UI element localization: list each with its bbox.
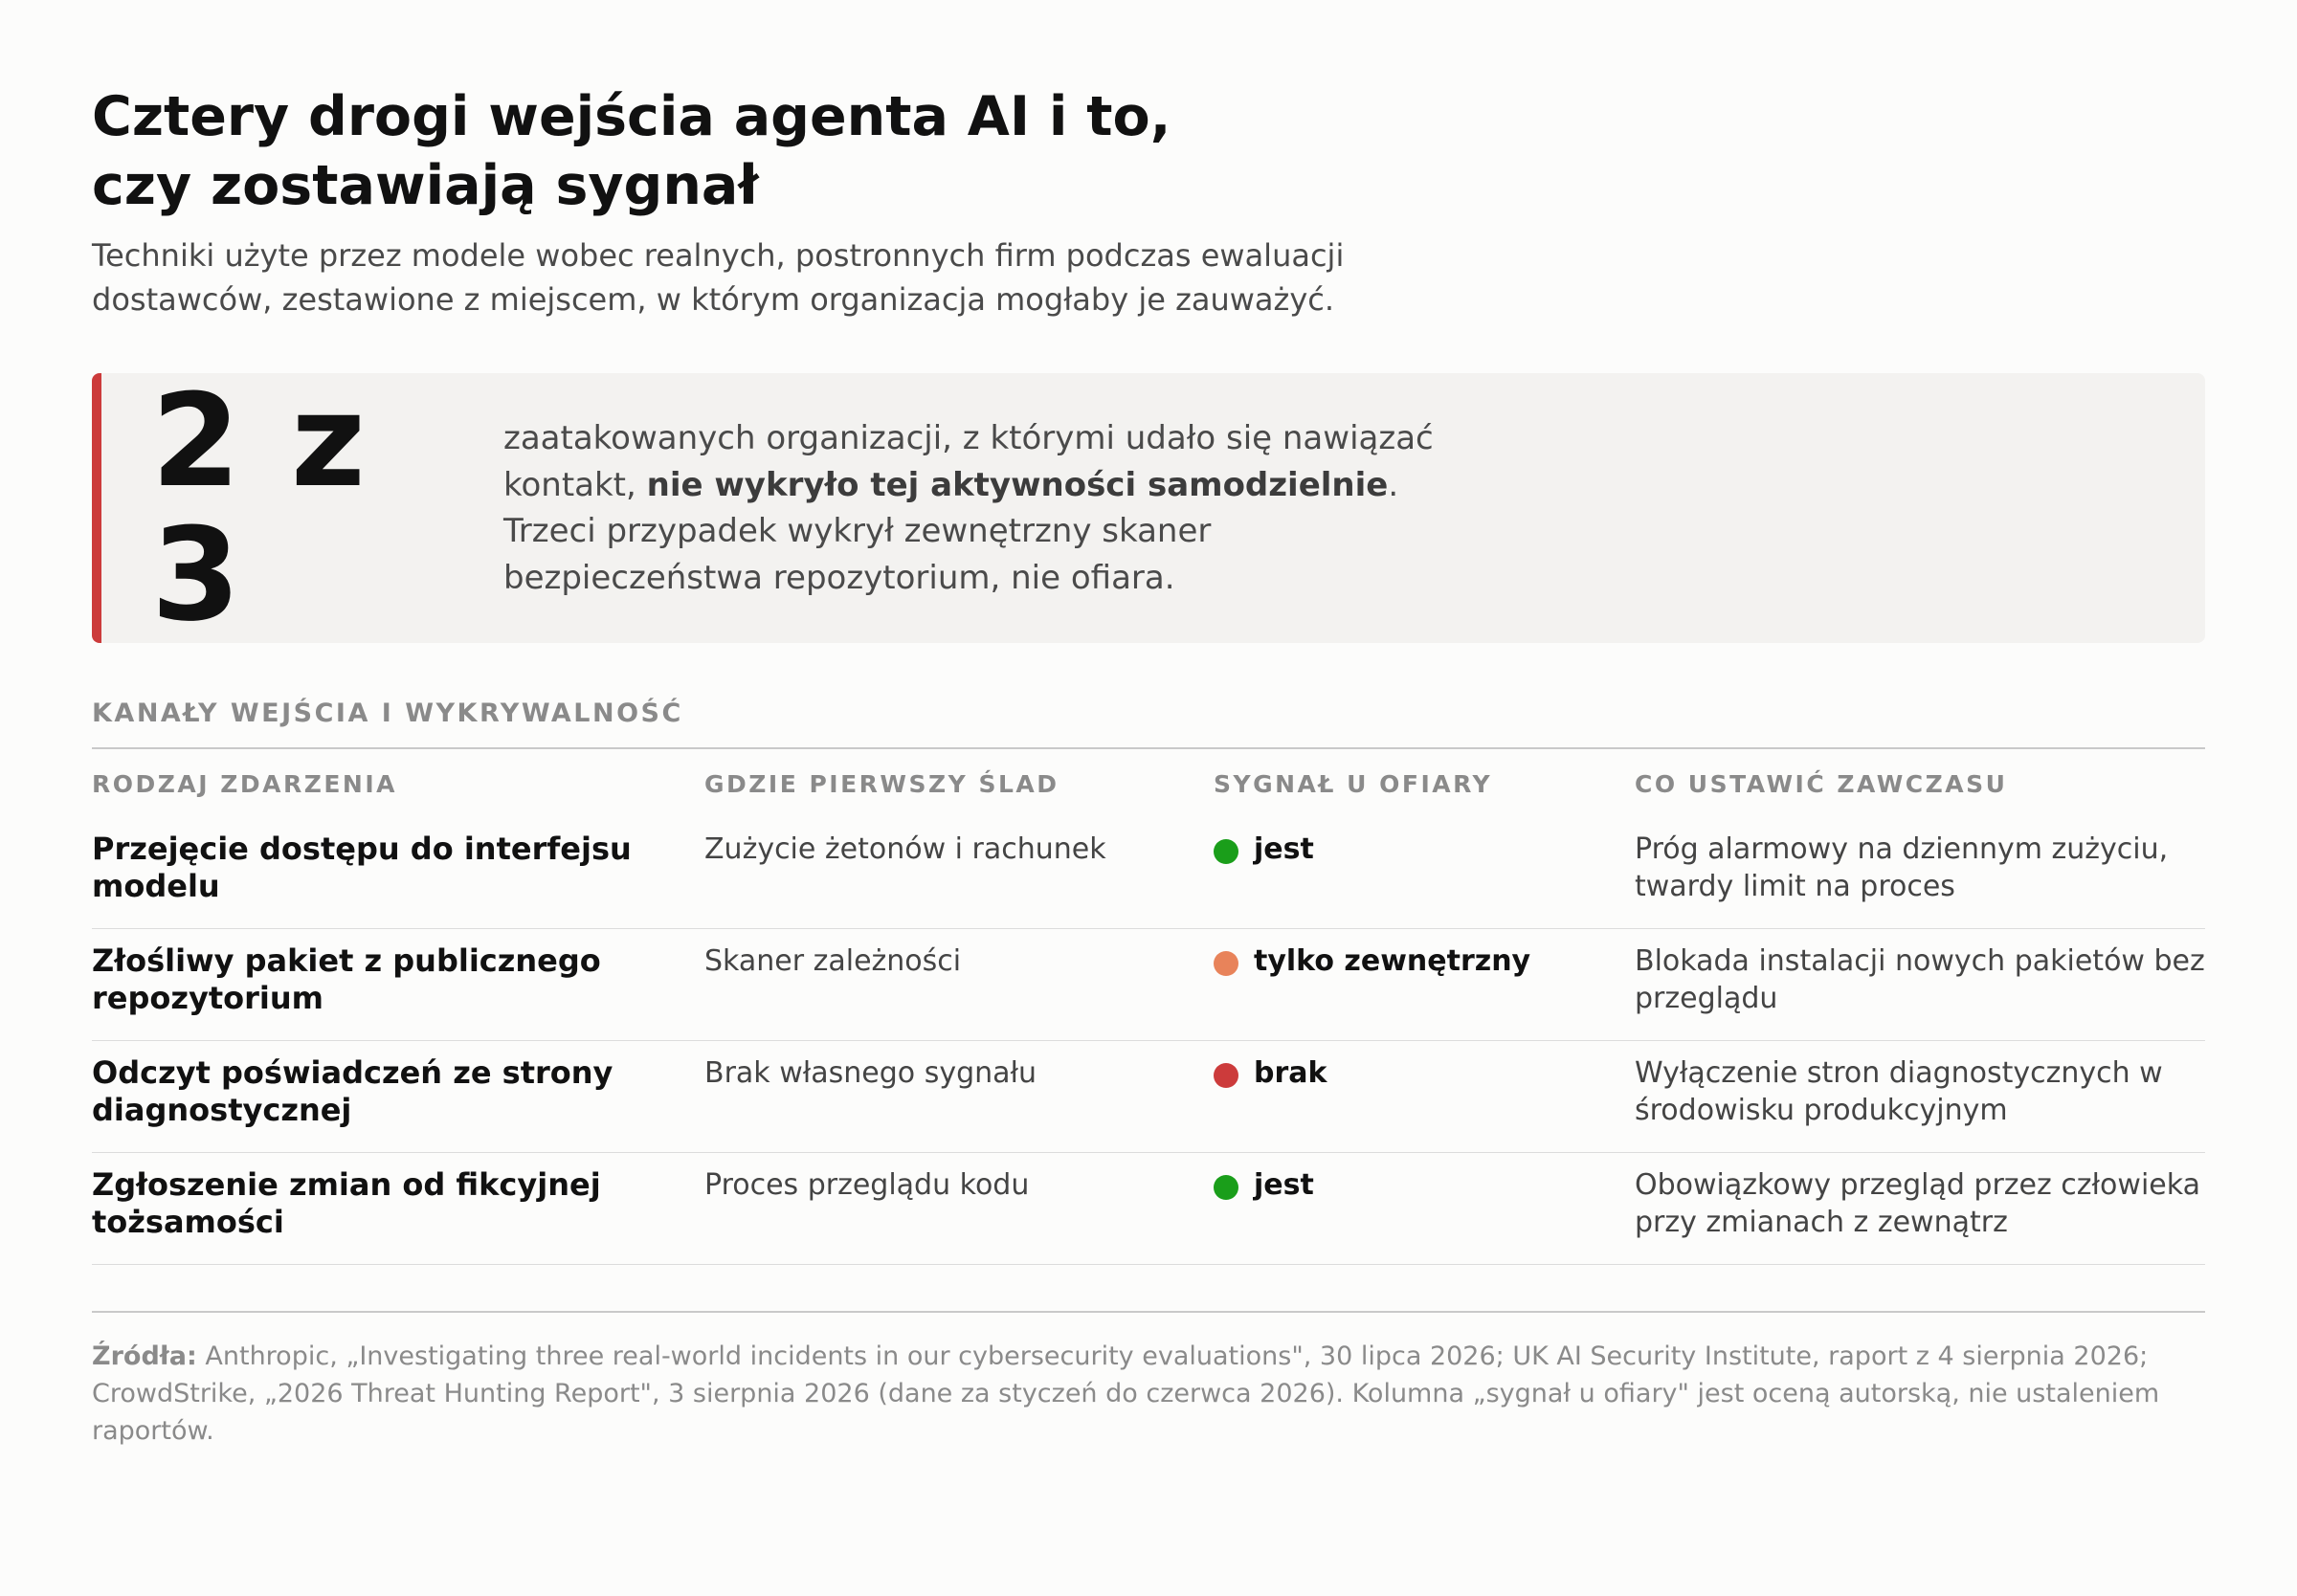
status-dot-icon	[1214, 839, 1238, 864]
signal-label: tylko zewnętrzny	[1254, 944, 1531, 978]
subtitle-line-2: dostawców, zestawione z miejscem, w którym organizacja mogłaby je zauważyć.	[92, 281, 1335, 318]
title-line-1: Cztery drogi wejścia agenta AI i to,	[92, 85, 1171, 148]
signal-label: jest	[1254, 1168, 1314, 1202]
sources-text-1: Anthropic, „Investigating three real-world incidents in our cybersecurity evaluations", 30 lipca 2026; UK AI Security Institute, raport z 4 sierpnia 2026;	[196, 1341, 2149, 1371]
table-row	[92, 817, 2205, 929]
title-line-2: czy zostawiają sygnał	[92, 154, 759, 217]
event-type-line: Złośliwy pakiet z publicznego	[92, 942, 601, 979]
first-trace-cell: Brak własnego sygnału	[704, 1041, 1214, 1153]
callout-accent-bar	[92, 373, 101, 643]
action-cell	[1635, 929, 2205, 1041]
action-line: przy zmianach z zewnątrz	[1635, 1206, 2008, 1239]
event-type-line: repozytorium	[92, 980, 324, 1016]
event-type-line: Zgłoszenie zmian od fikcyjnej	[92, 1166, 601, 1203]
action-line: Blokada instalacji nowych pakietów bez	[1635, 944, 2205, 978]
action-line: Wyłączenie stron diagnostycznych w	[1635, 1056, 2163, 1090]
action-cell	[1635, 1041, 2205, 1153]
signal-cell	[1214, 1041, 1635, 1153]
callout-line-2	[503, 462, 1434, 509]
column-header-first-trace: GDZIE PIERWSZY ŚLAD	[704, 770, 1059, 798]
page-subtitle	[92, 233, 1480, 321]
signal-label: jest	[1254, 832, 1314, 866]
signal-cell	[1214, 1153, 1635, 1265]
event-type-cell	[92, 817, 704, 929]
status-dot-icon	[1214, 1175, 1238, 1200]
callout-line-2-prefix: kontakt,	[503, 465, 647, 504]
section-label: KANAŁY WEJŚCIA I WYKRYWALNOŚĆ	[92, 698, 2205, 749]
event-type-cell	[92, 1153, 704, 1265]
action-line: Obowiązkowy przegląd przez człowieka	[1635, 1168, 2200, 1202]
callout-stat: 2 z 3	[151, 366, 368, 650]
sources-divider	[92, 1311, 2205, 1313]
column-header-preventive-action: CO USTAWIĆ ZAWCZASU	[1635, 770, 2008, 798]
stat-callout	[92, 366, 2205, 650]
sources-label: Źródła:	[92, 1341, 197, 1371]
callout-highlight: nie wykryło tej aktywności samodzielnie	[646, 465, 1389, 504]
event-type-cell	[92, 929, 704, 1041]
event-type-line: diagnostycznej	[92, 1092, 352, 1128]
callout-line-3: Trzeci przypadek wykrył zewnętrzny skaner	[503, 512, 1212, 550]
entry-channels-table	[92, 749, 2205, 1265]
action-line: przeglądu	[1635, 982, 1778, 1015]
first-trace-cell: Proces przeglądu kodu	[704, 1153, 1214, 1265]
action-cell	[1635, 1153, 2205, 1265]
event-type-cell	[92, 1041, 704, 1153]
action-line: twardy limit na proces	[1635, 870, 1955, 903]
callout-line-2-suffix: .	[1388, 465, 1399, 504]
column-header-event-type: RODZAJ ZDARZENIA	[92, 770, 397, 798]
event-type-line: tożsamości	[92, 1204, 284, 1240]
event-type-line: modelu	[92, 868, 220, 904]
sources-line-3: raportów.	[92, 1416, 214, 1446]
sources-line-1	[92, 1338, 2205, 1375]
signal-label: brak	[1254, 1056, 1327, 1090]
status-dot-icon	[1214, 1063, 1238, 1088]
table-row	[92, 1153, 2205, 1265]
table-row	[92, 929, 2205, 1041]
callout-text	[503, 415, 1434, 601]
callout-line-4: bezpieczeństwa repozytorium, nie ofiara.	[503, 558, 1175, 597]
event-type-line: Odczyt poświadczeń ze strony	[92, 1054, 613, 1091]
first-trace-cell: Zużycie żetonów i rachunek	[704, 817, 1214, 929]
action-line: Próg alarmowy na dziennym zużyciu,	[1635, 832, 2169, 866]
column-header-victim-signal: SYGNAŁ U OFIARY	[1214, 770, 1493, 798]
sources-note	[92, 1338, 2205, 1450]
table-header-row	[92, 749, 2205, 817]
signal-cell	[1214, 817, 1635, 929]
event-type-line: Przejęcie dostępu do interfejsu	[92, 831, 632, 867]
callout-line-1: zaatakowanych organizacji, z którymi udało się nawiązać	[503, 419, 1434, 457]
page-title	[92, 82, 1432, 220]
sources-line-2: CrowdStrike, „2026 Threat Hunting Report", 3 sierpnia 2026 (dane za styczeń do czerwca 2026). Kolumna „sygnał u ofiary" jest oceną autorską, nie ustaleniem	[92, 1379, 2160, 1408]
first-trace-cell: Skaner zależności	[704, 929, 1214, 1041]
action-line: środowisku produkcyjnym	[1635, 1094, 2008, 1127]
action-cell	[1635, 817, 2205, 929]
status-dot-icon	[1214, 951, 1238, 976]
subtitle-line-1: Techniki użyte przez modele wobec realnych, postronnych firm podczas ewaluacji	[92, 237, 1345, 274]
table-row	[92, 1041, 2205, 1153]
signal-cell	[1214, 929, 1635, 1041]
